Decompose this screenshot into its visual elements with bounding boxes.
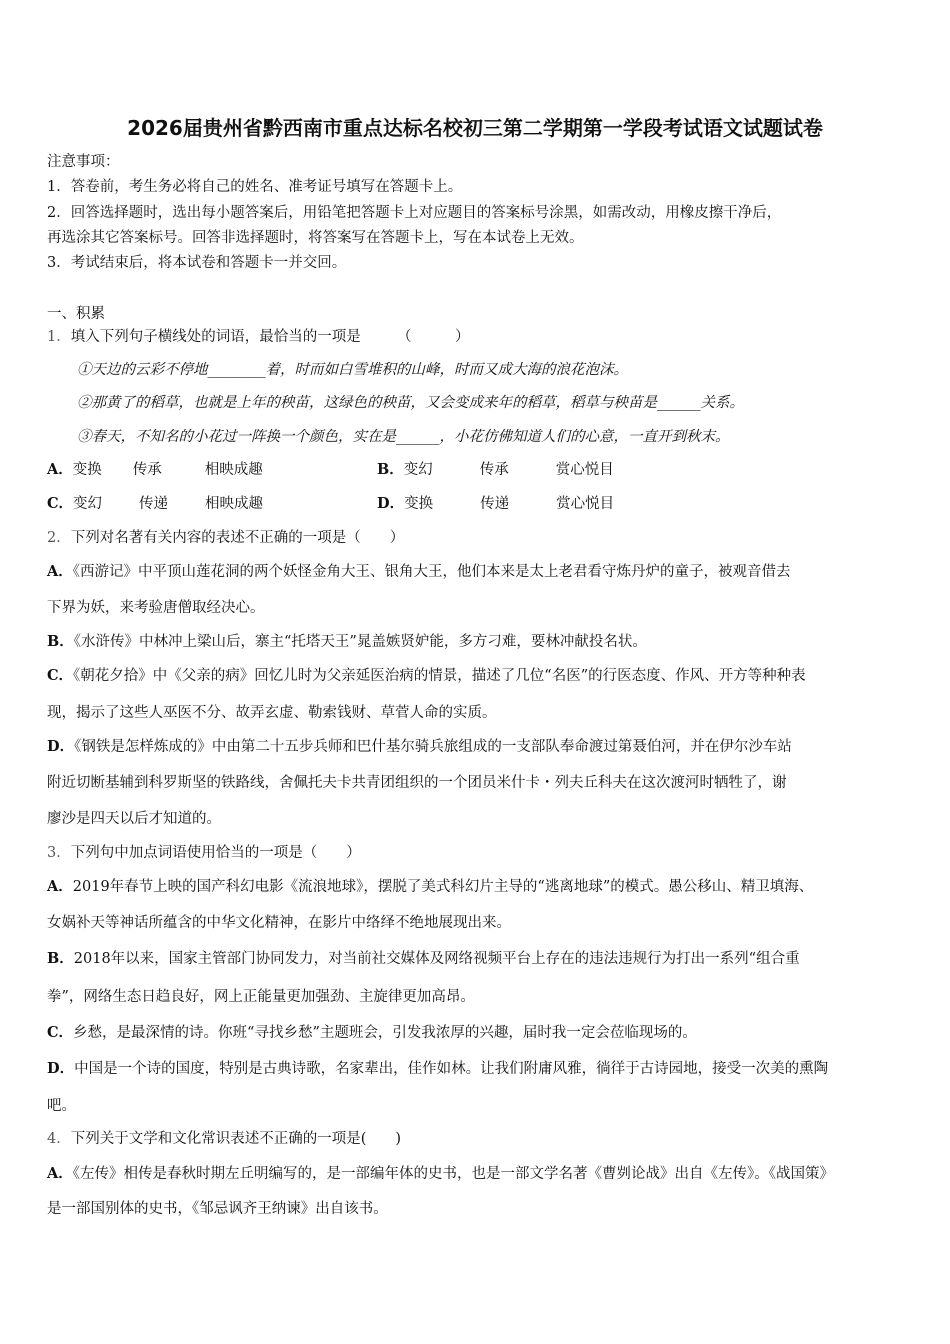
q3-option-line: [47, 987, 475, 1007]
option-label: A．: [47, 563, 73, 580]
option-text: 附近切断基辅到科罗斯坚的铁路线，舍佩托夫卡共青团组织的一个团员米什卡・列夫丘科夫在这次渡河时牺牲了，谢: [47, 775, 787, 791]
q2-option-line: [47, 773, 787, 793]
question-4-stem: [47, 1129, 401, 1149]
option-label: D．: [47, 738, 75, 755]
option-label: A．: [47, 1165, 73, 1182]
q1-option-a[interactable]: [47, 460, 263, 480]
option-word: 变幻: [403, 462, 433, 478]
question-3-stem: [47, 843, 361, 863]
option-label: B．: [47, 950, 74, 967]
q4-option-line[interactable]: [47, 1164, 834, 1184]
notice-item: 1．答卷前，考生务必将自己的姓名、准考证号填写在答题卡上。: [47, 179, 463, 195]
option-text: 下界为妖，来考验唐僧取经决心。: [47, 600, 265, 616]
option-word: 变换: [72, 462, 102, 478]
q2-option-line[interactable]: [47, 562, 791, 582]
section-heading: 一、积累: [47, 306, 105, 322]
question-stem: 下列对名著有关内容的表述不正确的一项是（ ）: [70, 530, 405, 546]
option-word: 相映成趣: [205, 496, 264, 512]
question-1-stem: [47, 327, 469, 347]
option-word: 传递: [139, 496, 169, 512]
option-label: D．: [47, 1060, 75, 1077]
option-text: 《朝花夕拾》中《父亲的病》回忆儿时为父亲延医治病的情景，描述了几位“名医”的行医态度、作风、开方等种种表: [73, 668, 806, 684]
option-text: 女娲补天等神话所蕴含的中华文化精神，在影片中络绎不绝地展现出来。: [47, 915, 511, 931]
question-number: 3．: [47, 845, 71, 861]
option-text: 吧。: [47, 1098, 76, 1114]
q1-sentence: ③春天，不知名的小花过一阵换一个颜色，实在是______，小花仿佛知道人们的心意，一直开到秋末。: [77, 429, 730, 445]
notice-item: 2．回答选择题时，选出每小题答案后，用铅笔把答题卡上对应题目的答案标号涂黑，如需改动，用橡皮擦干净后，: [47, 205, 782, 221]
q4-option-line: [47, 1199, 388, 1219]
option-text: 《钢铁是怎样炼成的》中由第二十五步兵师和巴什基尔骑兵旅组成的一支部队奉命渡过第聂伯河，并在伊尔沙车站: [74, 739, 792, 755]
option-word: 传承: [479, 462, 509, 478]
q1-option-d[interactable]: [377, 494, 614, 514]
option-text: 《左传》相传是春秋时期左丘明编写的，是一部编年体的史书，也是一部文学名著《曹刿论战》出自《左传》。《战国策》: [72, 1166, 835, 1182]
option-label: D．: [377, 495, 405, 512]
q2-option-line[interactable]: [47, 666, 806, 686]
q2-option-line: [47, 703, 497, 723]
notice-heading: 注意事项：: [47, 154, 120, 170]
option-word: 相映成趣: [204, 462, 263, 478]
notice-item: 再选涂其它答案标号。回答非选择题时，将答案写在答题卡上，写在本试卷上无效。: [47, 230, 584, 246]
q1-sentence: ①天边的云彩不停地________着，时而如白雪堆积的山峰，时而又成大海的浪花泡沫。: [77, 362, 628, 378]
option-label: A．: [47, 878, 73, 895]
q3-option-line[interactable]: [47, 1023, 697, 1043]
question-number: 2．: [47, 530, 71, 546]
option-text: 中国是一个诗的国度，特别是古典诗歌，名家辈出，佳作如林。让我们附庸风雅，徜徉于古诗园地，接受一次美的熏陶: [74, 1061, 829, 1077]
option-text: 廖沙是四天以后才知道的。: [47, 811, 221, 827]
option-label: B．: [47, 633, 74, 650]
question-stem: 下列关于文学和文化常识表述不正确的一项是( ): [70, 1131, 402, 1147]
option-text: 《水浒传》中林冲上梁山后，寨主“托塔天王”晁盖嫉贤妒能，多方刁难，要林冲献投名状。: [73, 634, 647, 650]
q3-option-line[interactable]: [47, 877, 813, 897]
question-number: 1．: [47, 329, 71, 345]
q2-option-line[interactable]: [47, 737, 792, 757]
q2-option-line[interactable]: [47, 632, 647, 652]
option-label: C．: [47, 667, 74, 684]
option-word: 传承: [132, 462, 162, 478]
option-text: 拳”，网络生态日趋良好，网上正能量更加强劲、主旋律更加高昂。: [47, 989, 475, 1005]
q3-option-line[interactable]: [47, 949, 800, 969]
option-label: A．: [47, 461, 73, 478]
option-word: 赏心悦目: [556, 496, 615, 512]
option-text: 乡愁，是最深情的诗。你班“寻找乡愁”主题班会，引发我浓厚的兴趣，届时我一定会莅临现场的。: [73, 1025, 697, 1041]
option-word: 变幻: [73, 496, 103, 512]
option-label: C．: [47, 495, 74, 512]
q3-option-line[interactable]: [47, 1059, 828, 1079]
page-title: 2026届贵州省黔西南市重点达标名校初三第二学期第一学段考试语文试题试卷: [127, 116, 823, 140]
option-word: 传递: [480, 496, 510, 512]
option-text: 现，揭示了这些人巫医不分、故弄玄虚、勒索钱财、草菅人命的实质。: [47, 705, 497, 721]
option-word: 变换: [404, 496, 434, 512]
question-number: 4．: [47, 1131, 71, 1147]
q1-sentence: ②那黄了的稻草，也就是上年的秧苗，这绿色的秧苗，又会变成来年的稻草，稻草与秧苗是______关系。: [77, 395, 744, 411]
q1-option-b[interactable]: [377, 460, 614, 480]
option-text: 《西游记》中平顶山莲花洞的两个妖怪金角大王、银角大王，他们本来是太上老君看守炼丹炉的童子，被观音借去: [72, 564, 791, 580]
option-word: 赏心悦目: [555, 462, 614, 478]
question-2-stem: [47, 528, 404, 548]
q3-option-line: [47, 1096, 76, 1116]
q2-option-line: [47, 809, 221, 829]
notice-item: 3．考试结束后，将本试卷和答题卡一并交回。: [47, 255, 347, 271]
q2-option-line: [47, 598, 265, 618]
q1-option-c[interactable]: [47, 494, 263, 514]
option-text: 是一部国别体的史书，《邹忌讽齐王纳谏》出自该书。: [47, 1201, 388, 1217]
option-label: C．: [47, 1024, 74, 1041]
question-stem: 下列句中加点词语使用恰当的一项是（ ）: [70, 845, 361, 861]
question-stem: 填入下列句子横线处的词语，最恰当的一项是 （ ）: [70, 329, 470, 345]
option-label: B．: [377, 461, 404, 478]
option-text: 2018年以来，国家主管部门协同发力，对当前社交媒体及网络视频平台上存在的违法违规行为打出一系列“组合重: [73, 951, 800, 967]
option-text: 2019年春节上映的国产科幻电影《流浪地球》，摆脱了美式科幻片主导的“逃离地球”的模式。愚公移山、精卫填海、: [72, 879, 814, 895]
q3-option-line: [47, 913, 511, 933]
